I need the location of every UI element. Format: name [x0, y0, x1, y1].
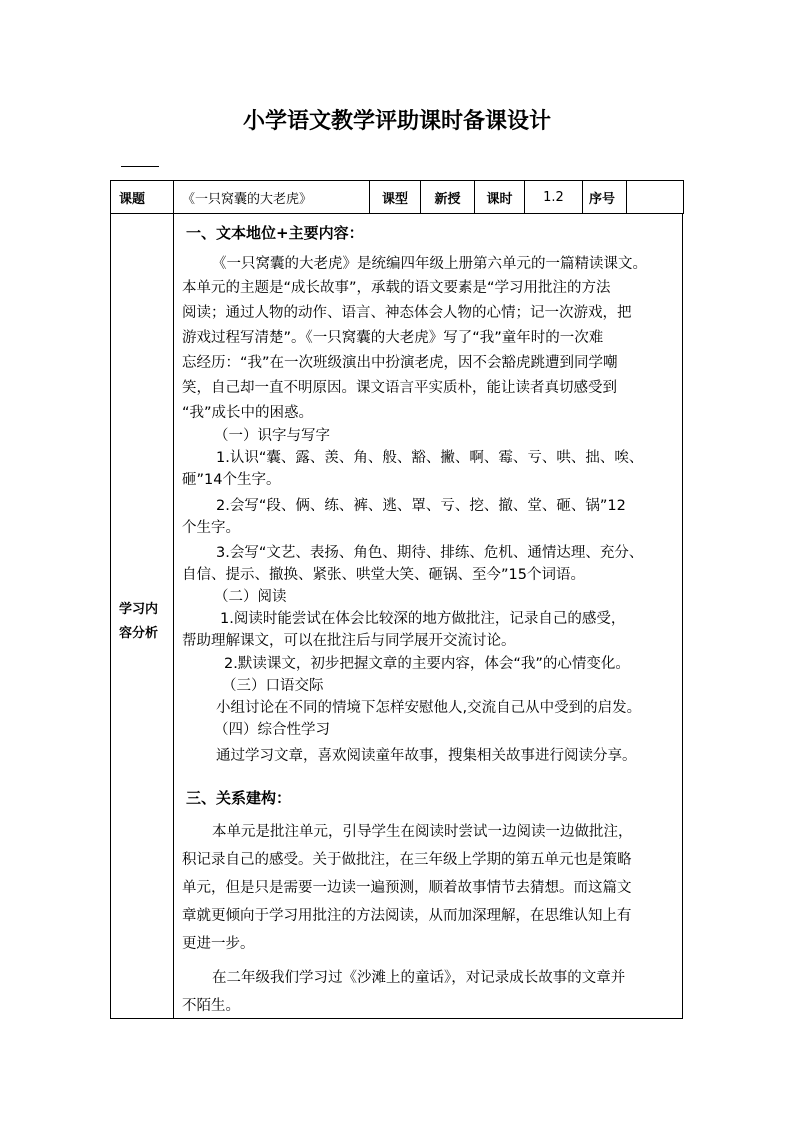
subheading-reading: （二）阅读	[214, 589, 287, 605]
title-underline	[121, 166, 159, 167]
side-label-line2: 容分析	[119, 626, 159, 641]
paragraph-line: 本单元的主题是“成长故事”，承载的语文要素是“学习用批注的方法	[182, 280, 611, 296]
paragraph-line: 单元，但是只是需要一边读一遍预测，顺着故事情节去猜想。而这篇文	[182, 880, 632, 896]
topic-value: 《一只窝囊的大老虎》	[173, 180, 370, 214]
period-value: 1.2	[524, 180, 583, 214]
paragraph-line: 游戏过程写清楚”。《一只窝囊的大老虎》写了“我”童年时的一次难	[182, 330, 604, 346]
paragraph-line: 小组讨论在不同的情境下怎样安慰他人,交流自己从中受到的启发。	[216, 700, 642, 716]
page-title: 小学语文教学评助课时备课设计	[242, 109, 551, 134]
paragraph-line: 帮助理解课文，可以在批注后与同学展开交流讨论。	[182, 633, 516, 649]
paragraph-line: 章就更倾向于学习用批注的方法阅读，从而加深理解，在思维认知上有	[182, 908, 632, 924]
paragraph-line: 更进一步。	[182, 936, 255, 952]
topic-label: 课题	[110, 180, 174, 214]
paragraph-line: 砸”14个生字。	[182, 472, 281, 488]
paragraph-line: 1.阅读时能尝试在体会比较深的地方做批注，记录自己的感受，	[220, 611, 626, 627]
paragraph-line: 2.默读课文，初步把握文章的主要内容，体会“我”的心情变化。	[224, 656, 630, 672]
paragraph-line: 本单元是批注单元，引导学生在阅读时尝试一边阅读一边做批注，	[212, 824, 633, 840]
seq-value	[626, 180, 684, 214]
content-cell	[173, 213, 683, 1019]
section3-title: 三、关系建构：	[186, 789, 292, 807]
paragraph-line: 忘经历：“我”在一次班级演出中扮演老虎，因不会豁虎跳遭到同学嘲	[182, 355, 618, 371]
paragraph-line: 自信、提示、撤换、紧张、哄堂大笑、砸锅、至今”15个词语。	[182, 567, 585, 583]
subheading-oral: （三）口语交际	[222, 678, 324, 694]
paragraph-line: 3.会写“文艺、表扬、角色、期待、排练、危机、通情达理、充分、	[216, 545, 644, 561]
side-label-line1: 学习内	[119, 602, 159, 617]
seq-label: 序号	[582, 180, 627, 214]
paragraph-line: 通过学习文章，喜欢阅读童年故事，搜集相关故事进行阅读分享。	[216, 748, 637, 764]
paragraph-line: 个生字。	[182, 520, 240, 536]
side-label-cell	[110, 213, 174, 1019]
type-label: 课型	[369, 180, 421, 214]
type-value: 新授	[420, 180, 475, 214]
paragraph-line: 笑，自己却一直不明原因。课文语言平实质朴，能让读者真切感受到	[182, 380, 617, 396]
section1-title: 一、文本地位+主要内容：	[186, 224, 364, 242]
paragraph-line: 积记录自己的感受。关于做批注，在三年级上学期的第五单元也是策略	[182, 852, 632, 868]
paragraph-line: 不陌生。	[182, 998, 240, 1014]
paragraph-line: “我”成长中的困惑。	[182, 405, 314, 421]
subheading-literacy: （一）识字与写字	[214, 428, 330, 444]
paragraph-line: 《一只窝囊的大老虎》是统编四年级上册第六单元的一篇精读课文。	[212, 256, 647, 272]
period-label: 课时	[474, 180, 525, 214]
subheading-comprehensive: （四）综合性学习	[214, 722, 330, 738]
paragraph-line: 在二年级我们学习过《沙滩上的童话》，对记录成长故事的文章并	[212, 970, 626, 986]
paragraph-line: 2.会写“段、俩、练、裤、逃、罩、亏、挖、撤、堂、砸、锅”12	[216, 498, 626, 514]
paragraph-line: 1.认识“囊、露、羡、角、般、豁、撇、啊、霉、亏、哄、拙、唉、	[216, 450, 644, 466]
paragraph-line: 阅读；通过人物的动作、语言、神态体会人物的心情；记一次游戏，把	[182, 305, 632, 321]
